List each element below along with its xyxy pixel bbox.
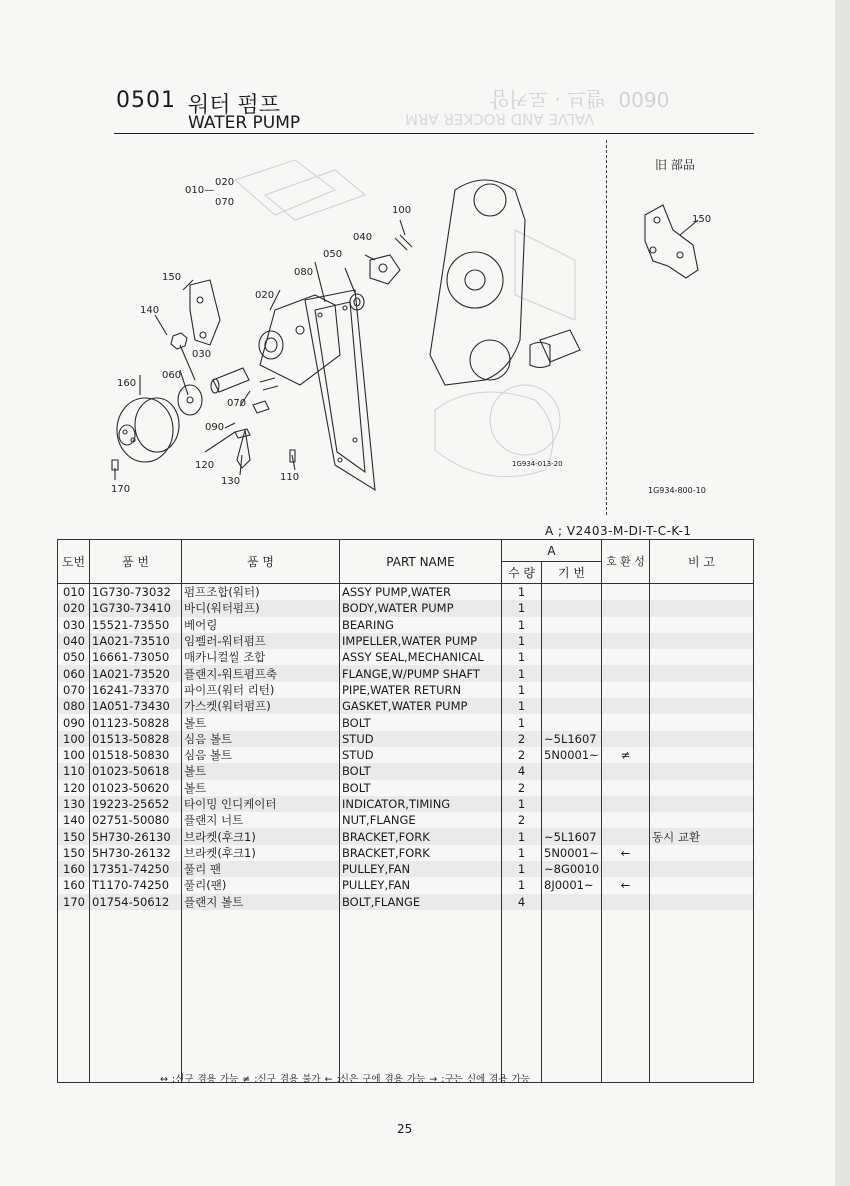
row-part-name: GASKET,WATER PUMP: [340, 698, 502, 714]
col-header-remarks: 비 고: [650, 540, 754, 584]
row-ref-no: 130: [58, 796, 90, 812]
row-quantity: 1: [502, 600, 542, 616]
row-name-korean: 펌프조합(워터): [182, 584, 340, 601]
row-ref-no: 150: [58, 828, 90, 844]
col-header-group-a: A: [502, 540, 602, 562]
row-quantity: 1: [502, 682, 542, 698]
row-interchange: [602, 763, 650, 779]
row-serial-range: [542, 649, 602, 665]
row-serial-range: [542, 796, 602, 812]
row-part-name: BRACKET,FORK: [340, 828, 502, 844]
callout-150: 150: [162, 272, 182, 283]
col-header-base: 기 번: [542, 562, 602, 584]
row-serial-range: [542, 682, 602, 698]
row-serial-range: 5N0001~: [542, 845, 602, 861]
row-ref-no: 170: [58, 894, 90, 910]
table-row: [58, 665, 754, 681]
row-interchange: [602, 796, 650, 812]
row-interchange: [602, 714, 650, 730]
row-remark: [650, 894, 754, 910]
row-ref-no: 030: [58, 617, 90, 633]
row-ref-no: 110: [58, 763, 90, 779]
row-quantity: 1: [502, 796, 542, 812]
callout-060: 060: [162, 370, 182, 381]
table-row: [58, 780, 754, 796]
row-part-number: 01518-50830: [90, 747, 182, 763]
row-serial-range: [542, 600, 602, 616]
row-name-korean: 파이프(워터 리턴): [182, 682, 340, 698]
callout-020-sub: 020: [215, 177, 235, 188]
callout-030: 030: [192, 349, 212, 360]
section-code: 0501: [116, 88, 176, 113]
row-quantity: 1: [502, 698, 542, 714]
col-header-qty: 수 량: [502, 562, 542, 584]
bleed-through-title: 0600 밸브 · 로커암: [490, 87, 670, 111]
row-remark: [650, 731, 754, 747]
row-quantity: 4: [502, 894, 542, 910]
row-remark: [650, 665, 754, 681]
row-serial-range: [542, 763, 602, 779]
row-quantity: 1: [502, 584, 542, 601]
row-serial-range: [542, 894, 602, 910]
row-remark: [650, 747, 754, 763]
row-name-korean: 베어링: [182, 617, 340, 633]
row-interchange: [602, 584, 650, 601]
callout-130: 130: [221, 476, 241, 487]
row-name-korean: 임펠러-워터펌프: [182, 633, 340, 649]
row-part-name: IMPELLER,WATER PUMP: [340, 633, 502, 649]
row-quantity: 2: [502, 780, 542, 796]
row-part-name: PIPE,WATER RETURN: [340, 682, 502, 698]
row-interchange: ≠: [602, 747, 650, 763]
row-part-number: 1A051-73430: [90, 698, 182, 714]
row-ref-no: 090: [58, 714, 90, 730]
row-quantity: 1: [502, 877, 542, 893]
row-name-korean: 매카니컬씰 조합: [182, 649, 340, 665]
row-remark: [650, 682, 754, 698]
row-remark: 동시 교환: [650, 828, 754, 844]
row-interchange: [602, 731, 650, 747]
row-part-number: 01513-50828: [90, 731, 182, 747]
interchangeability-legend: ↔ :신구 겸용 가능 ≠ :신구 겸용 불가 ← :신은 구에 겸용 가능 → :구는 신에 겸용 가능: [160, 1074, 530, 1085]
row-quantity: 2: [502, 747, 542, 763]
table-row: [58, 796, 754, 812]
callout-010: 010—: [185, 185, 215, 196]
row-name-korean: 플랜지 볼트: [182, 894, 340, 910]
row-quantity: 1: [502, 828, 542, 844]
row-part-number: 16661-73050: [90, 649, 182, 665]
table-row: [58, 633, 754, 649]
row-part-name: BODY,WATER PUMP: [340, 600, 502, 616]
row-part-number: 1A021-73510: [90, 633, 182, 649]
row-remark: [650, 780, 754, 796]
table-row: [58, 698, 754, 714]
section-title-english: WATER PUMP: [188, 113, 301, 133]
row-part-name: BRACKET,FORK: [340, 845, 502, 861]
row-part-name: BOLT,FLANGE: [340, 894, 502, 910]
old-callout-150: 150: [692, 214, 712, 225]
row-serial-range: ~5L1607: [542, 731, 602, 747]
row-ref-no: 100: [58, 731, 90, 747]
row-quantity: 1: [502, 617, 542, 633]
row-name-korean: 심음 볼트: [182, 731, 340, 747]
row-remark: [650, 714, 754, 730]
row-quantity: 1: [502, 665, 542, 681]
parts-table: [57, 539, 754, 1083]
row-serial-range: [542, 633, 602, 649]
callout-020: 020: [255, 290, 275, 301]
callout-070: 070: [227, 398, 247, 409]
row-serial-range: 5N0001~: [542, 747, 602, 763]
row-part-number: 01023-50618: [90, 763, 182, 779]
table-row: [58, 617, 754, 633]
row-ref-no: 140: [58, 812, 90, 828]
row-interchange: [602, 780, 650, 796]
col-header-part-no: 품 번: [90, 540, 182, 584]
row-serial-range: [542, 584, 602, 601]
row-interchange: [602, 682, 650, 698]
row-name-korean: 플랜지 너트: [182, 812, 340, 828]
callout-100: 100: [392, 205, 412, 216]
row-remark: [650, 698, 754, 714]
row-name-korean: 타이밍 인디케이터: [182, 796, 340, 812]
row-name-korean: 풀리 팬: [182, 861, 340, 877]
row-part-name: ASSY PUMP,WATER: [340, 584, 502, 601]
row-ref-no: 070: [58, 682, 90, 698]
row-interchange: ←: [602, 877, 650, 893]
row-name-korean: 심음 볼트: [182, 747, 340, 763]
row-part-number: 19223-25652: [90, 796, 182, 812]
row-part-number: T1170-74250: [90, 877, 182, 893]
row-ref-no: 060: [58, 665, 90, 681]
old-parts-label: 旧 部品: [655, 158, 695, 172]
page-number: 25: [397, 1122, 413, 1136]
row-quantity: 1: [502, 845, 542, 861]
row-remark: [650, 861, 754, 877]
table-row: [58, 747, 754, 763]
old-bracket-diagram: [635, 195, 735, 285]
exploded-parts-diagram: [95, 140, 605, 510]
callout-170: 170: [111, 484, 131, 495]
table-row: [58, 714, 754, 730]
row-part-name: NUT,FLANGE: [340, 812, 502, 828]
row-part-number: 01754-50612: [90, 894, 182, 910]
col-header-no: 도번: [58, 540, 90, 584]
row-quantity: 1: [502, 861, 542, 877]
row-serial-range: ~5L1607: [542, 828, 602, 844]
row-quantity: 2: [502, 731, 542, 747]
row-interchange: [602, 617, 650, 633]
callout-120: 120: [195, 460, 215, 471]
row-remark: [650, 649, 754, 665]
row-remark: [650, 600, 754, 616]
row-quantity: 2: [502, 812, 542, 828]
section-title-korean: 워터 펌프: [188, 93, 281, 118]
callout-110: 110: [280, 472, 300, 483]
row-serial-range: 8J0001~: [542, 877, 602, 893]
callout-080: 080: [294, 267, 314, 278]
table-row: [58, 649, 754, 665]
bleed-through-subtitle: VALVE AND ROCKER ARM: [405, 110, 595, 128]
col-header-name-ko: 품 명: [182, 540, 340, 584]
row-ref-no: 150: [58, 845, 90, 861]
row-remark: [650, 796, 754, 812]
row-part-number: 16241-73370: [90, 682, 182, 698]
scan-edge-shadow: [835, 0, 850, 1186]
row-interchange: ←: [602, 845, 650, 861]
row-ref-no: 100: [58, 747, 90, 763]
row-name-korean: 볼트: [182, 780, 340, 796]
row-interchange: [602, 665, 650, 681]
row-ref-no: 010: [58, 584, 90, 601]
callout-140: 140: [140, 305, 160, 316]
row-part-number: 5H730-26130: [90, 828, 182, 844]
model-designation: A ; V2403-M-DI-T-C-K-1: [545, 524, 692, 538]
row-part-name: FLANGE,W/PUMP SHAFT: [340, 665, 502, 681]
row-part-number: 15521-73550: [90, 617, 182, 633]
table-row: [58, 682, 754, 698]
row-serial-range: [542, 812, 602, 828]
row-part-number: 17351-74250: [90, 861, 182, 877]
table-row: [58, 845, 754, 861]
row-name-korean: 풀리(팬): [182, 877, 340, 893]
row-name-korean: 바디(워터펌프): [182, 600, 340, 616]
table-row: [58, 731, 754, 747]
row-remark: [650, 633, 754, 649]
row-part-number: 5H730-26132: [90, 845, 182, 861]
row-name-korean: 브라켓(후크1): [182, 845, 340, 861]
row-quantity: 1: [502, 633, 542, 649]
row-interchange: [602, 861, 650, 877]
row-part-name: BOLT: [340, 780, 502, 796]
row-serial-range: [542, 698, 602, 714]
row-part-number: 01123-50828: [90, 714, 182, 730]
diagram-reference-code: 1G934-013-20: [512, 460, 563, 468]
row-interchange: [602, 828, 650, 844]
row-ref-no: 160: [58, 861, 90, 877]
row-name-korean: 브라켓(후크1): [182, 828, 340, 844]
row-interchange: [602, 649, 650, 665]
row-serial-range: [542, 665, 602, 681]
row-interchange: [602, 698, 650, 714]
row-ref-no: 160: [58, 877, 90, 893]
callout-090: 090: [205, 422, 225, 433]
callout-040: 040: [353, 232, 373, 243]
row-name-korean: 가스켓(워터펌프): [182, 698, 340, 714]
table-row: [58, 861, 754, 877]
row-part-number: 1G730-73032: [90, 584, 182, 601]
row-quantity: 4: [502, 763, 542, 779]
row-serial-range: ~8G0010: [542, 861, 602, 877]
row-part-name: STUD: [340, 731, 502, 747]
callout-050: 050: [323, 249, 343, 260]
row-part-name: BEARING: [340, 617, 502, 633]
col-header-part-name: PART NAME: [340, 540, 502, 584]
row-remark: [650, 763, 754, 779]
row-ref-no: 120: [58, 780, 90, 796]
row-part-name: PULLEY,FAN: [340, 861, 502, 877]
diagram-separator: [606, 140, 607, 515]
row-ref-no: 020: [58, 600, 90, 616]
row-part-number: 02751-50080: [90, 812, 182, 828]
table-row: [58, 584, 754, 601]
row-part-number: 01023-50620: [90, 780, 182, 796]
row-serial-range: [542, 617, 602, 633]
row-ref-no: 080: [58, 698, 90, 714]
header-rule: [114, 133, 754, 134]
callout-160: 160: [117, 378, 137, 389]
table-empty-space: [58, 910, 754, 1083]
callout-070-sub: 070: [215, 197, 235, 208]
row-remark: [650, 812, 754, 828]
row-interchange: [602, 600, 650, 616]
row-serial-range: [542, 780, 602, 796]
row-quantity: 1: [502, 649, 542, 665]
row-part-name: BOLT: [340, 714, 502, 730]
row-remark: [650, 584, 754, 601]
row-remark: [650, 617, 754, 633]
row-part-name: ASSY SEAL,MECHANICAL: [340, 649, 502, 665]
row-interchange: [602, 894, 650, 910]
row-remark: [650, 877, 754, 893]
col-header-interchange: 호 환 성: [602, 540, 650, 584]
row-interchange: [602, 812, 650, 828]
row-quantity: 1: [502, 714, 542, 730]
table-row: [58, 600, 754, 616]
row-ref-no: 040: [58, 633, 90, 649]
old-diagram-reference-code: 1G934-800-10: [648, 486, 706, 495]
row-part-name: INDICATOR,TIMING: [340, 796, 502, 812]
table-row: [58, 877, 754, 893]
row-interchange: [602, 633, 650, 649]
row-name-korean: 플랜지-워트펌프축: [182, 665, 340, 681]
row-name-korean: 볼트: [182, 714, 340, 730]
row-serial-range: [542, 714, 602, 730]
row-part-number: 1G730-73410: [90, 600, 182, 616]
row-part-number: 1A021-73520: [90, 665, 182, 681]
row-ref-no: 050: [58, 649, 90, 665]
table-row: [58, 812, 754, 828]
row-name-korean: 볼트: [182, 763, 340, 779]
row-part-name: STUD: [340, 747, 502, 763]
table-row: [58, 763, 754, 779]
table-row: [58, 828, 754, 844]
row-part-name: PULLEY,FAN: [340, 877, 502, 893]
table-row: [58, 894, 754, 910]
row-part-name: BOLT: [340, 763, 502, 779]
row-remark: [650, 845, 754, 861]
